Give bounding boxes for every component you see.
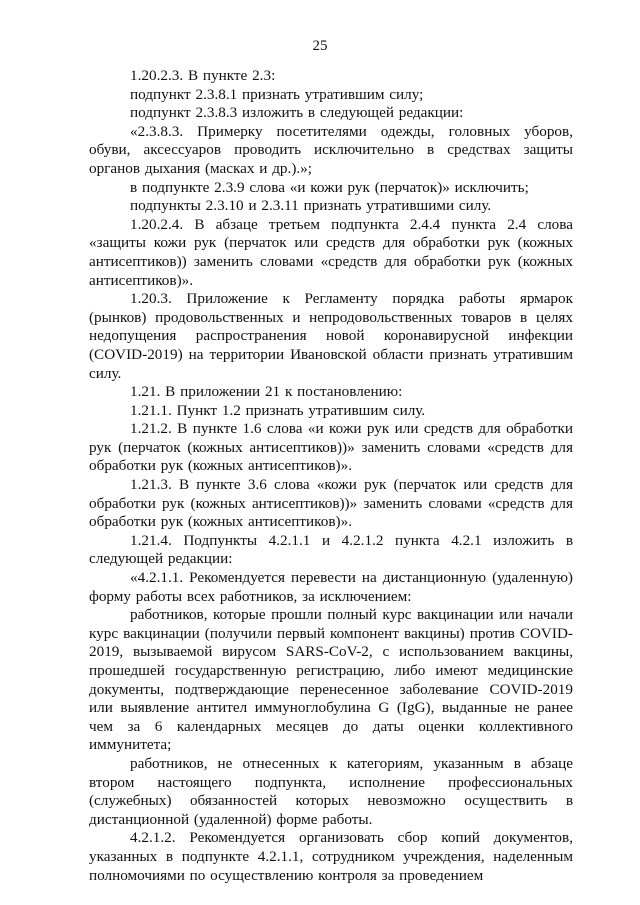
paragraph: 4.2.1.2. Рекомендуется организовать сбор копий документов, указанных в подпункте 4.2.1.1, сотрудником учреждения, наделенным полномочиями по осуществлению контроля за проведением	[89, 829, 573, 884]
paragraph: подпункты 2.3.10 и 2.3.11 признать утратившими силу.	[130, 197, 492, 215]
paragraph: 1.20.2.4. В абзаце третьем подпункта 2.4.4 пункта 2.4 слова «защиты кожи рук (перчаток или средств для обработки рук (кожных антисептиков)) заменить словами «средств для обработки рук (кожных антисептиков)».	[89, 215, 573, 289]
paragraph: 1.20.3. Приложение к Регламенту порядка работы ярмарок (рынков) продовольственных и непродовольственных товаров в целях недопущения распространения новой коронавирусной инфекции (COVID-2019) на территории Ивановской области признать утратившим силу.	[89, 290, 573, 382]
paragraph: 1.21. В приложении 21 к постановлению:	[130, 383, 403, 401]
paragraph: подпункт 2.3.8.1 признать утратившим силу;	[130, 85, 424, 103]
paragraph: работников, которые прошли полный курс вакцинации или начали курс вакцинации (получили первый компонент вакцины) против COVID-2019, вызываемой вирусом SARS-CoV-2, с использованием вакцины, прошедшей государственную регистрацию, либо имеют медицинские документы, подтверждающие перенесенное заболевание COVID-2019 или выявление антител иммуноглобулина G (IgG), выданные не ранее чем за 6 календарных месяцев до даты оценки коллективного иммунитета;	[89, 606, 573, 754]
paragraph: 1.20.2.3. В пункте 2.3:	[130, 67, 276, 84]
paragraph: подпункт 2.3.8.3 изложить в следующей редакции:	[130, 104, 464, 122]
paragraph: 1.21.4. Подпункты 4.2.1.1 и 4.2.1.2 пункта 4.2.1 изложить в следующей редакции:	[89, 531, 573, 568]
paragraph: 1.21.3. В пункте 3.6 слова «кожи рук (перчаток или средств для обработки рук (кожных антисептиков))» заменить словами «средств для обработки рук (кожных антисептиков)».	[89, 476, 573, 531]
paragraph: 1.21.2. В пункте 1.6 слова «и кожи рук или средств для обработки рук (перчаток (кожных антисептиков))» заменить словами «средств для обработки рук (кожных антисептиков)».	[89, 420, 573, 475]
paragraph: «4.2.1.1. Рекомендуется перевести на дистанционную (удаленную) форму работы всех работников, за исключением:	[89, 569, 573, 605]
paragraph: работников, не отнесенных к категориям, указанным в абзаце втором настоящего подпункта, исполнение профессиональных (служебных) обязанностей которых невозможно осуществить в дистанционной (удаленной) форме работы.	[89, 754, 573, 828]
page-number: 25	[312, 38, 328, 54]
paragraph: в подпункте 2.3.9 слова «и кожи рук (перчаток)» исключить;	[130, 178, 529, 196]
paragraph: 1.21.1. Пункт 1.2 признать утратившим силу.	[130, 401, 426, 419]
paragraph: «2.3.8.3. Примерку посетителями одежды, головных уборов, обуви, аксессуаров проводить исключительно в средствах защиты органов дыхания (масках и др.).»;	[89, 122, 573, 177]
document-body	[89, 67, 573, 885]
